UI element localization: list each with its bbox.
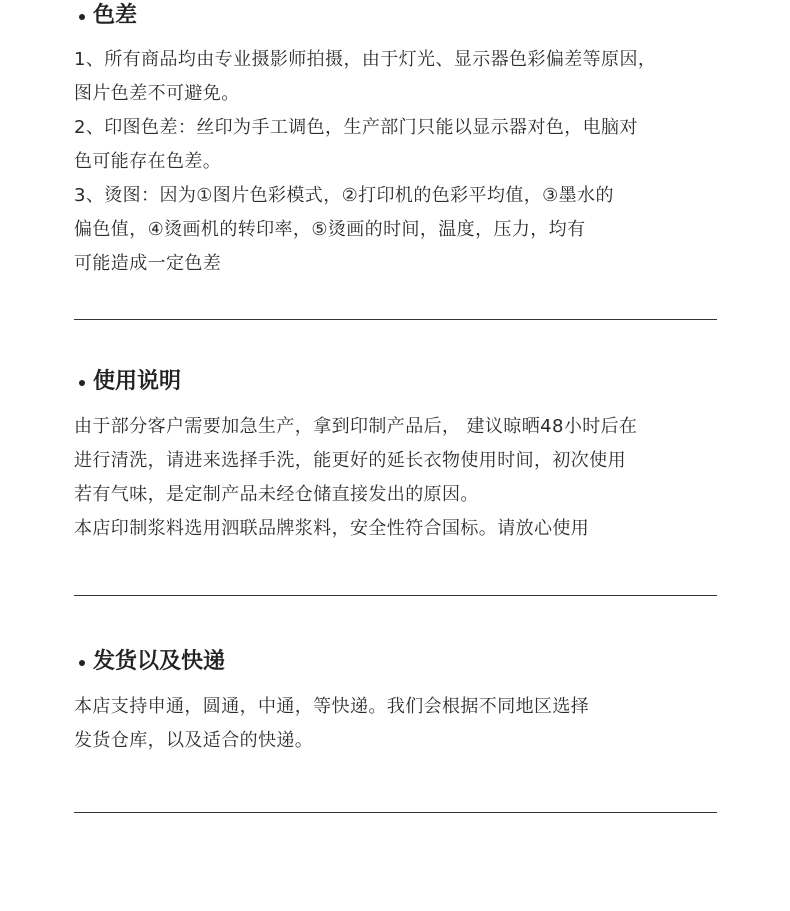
text-line: 3、烫图：因为①图片色彩模式，②打印机的色彩平均值，③墨水的 bbox=[74, 185, 614, 206]
text-line: 图片色差不可避免。 bbox=[74, 83, 240, 104]
text-line: 2、印图色差：丝印为手工调色，生产部门只能以显示器对色，电脑对 bbox=[74, 117, 638, 138]
text-line: 进行清洗，请进来选择手洗，能更好的延长衣物使用时间，初次使用 bbox=[74, 450, 626, 471]
section-body bbox=[74, 410, 717, 546]
section-title: 发货以及快递 bbox=[93, 649, 226, 674]
section-shipping-delivery bbox=[74, 646, 717, 758]
text-line: 本店支持申通，圆通，中通，等快递。我们会根据不同地区选择 bbox=[74, 696, 590, 717]
section-heading bbox=[74, 646, 717, 678]
section-body bbox=[74, 43, 717, 281]
text-line: 偏色值，④烫画机的转印率，⑤烫画的时间，温度，压力，均有 bbox=[74, 219, 586, 240]
text-line: 1、所有商品均由专业摄影师拍摄，由于灯光、显示器色彩偏差等原因， bbox=[74, 49, 657, 70]
section-divider bbox=[74, 595, 717, 596]
text-line: 由于部分客户需要加急生产，拿到印制产品后， 建议晾晒48小时后在 bbox=[74, 416, 638, 437]
section-body bbox=[74, 690, 717, 758]
section-divider bbox=[74, 319, 717, 320]
text-line: 本店印制浆料选用泗联品牌浆料，安全性符合国标。请放心使用 bbox=[74, 518, 590, 539]
section-color-difference bbox=[74, 0, 717, 281]
section-heading bbox=[74, 0, 717, 32]
bullet-dot-icon bbox=[79, 660, 85, 666]
section-title: 色差 bbox=[93, 3, 138, 28]
text-line: 若有气味，是定制产品未经仓储直接发出的原因。 bbox=[74, 484, 479, 505]
text-line: 色可能存在色差。 bbox=[74, 151, 222, 172]
text-line: 发货仓库，以及适合的快递。 bbox=[74, 730, 314, 751]
bullet-dot-icon bbox=[79, 14, 85, 20]
section-title: 使用说明 bbox=[93, 369, 182, 394]
section-divider bbox=[74, 812, 717, 813]
section-usage-instructions bbox=[74, 366, 717, 546]
section-heading bbox=[74, 366, 717, 398]
bullet-dot-icon bbox=[79, 380, 85, 386]
text-line: 可能造成一定色差 bbox=[74, 253, 222, 274]
